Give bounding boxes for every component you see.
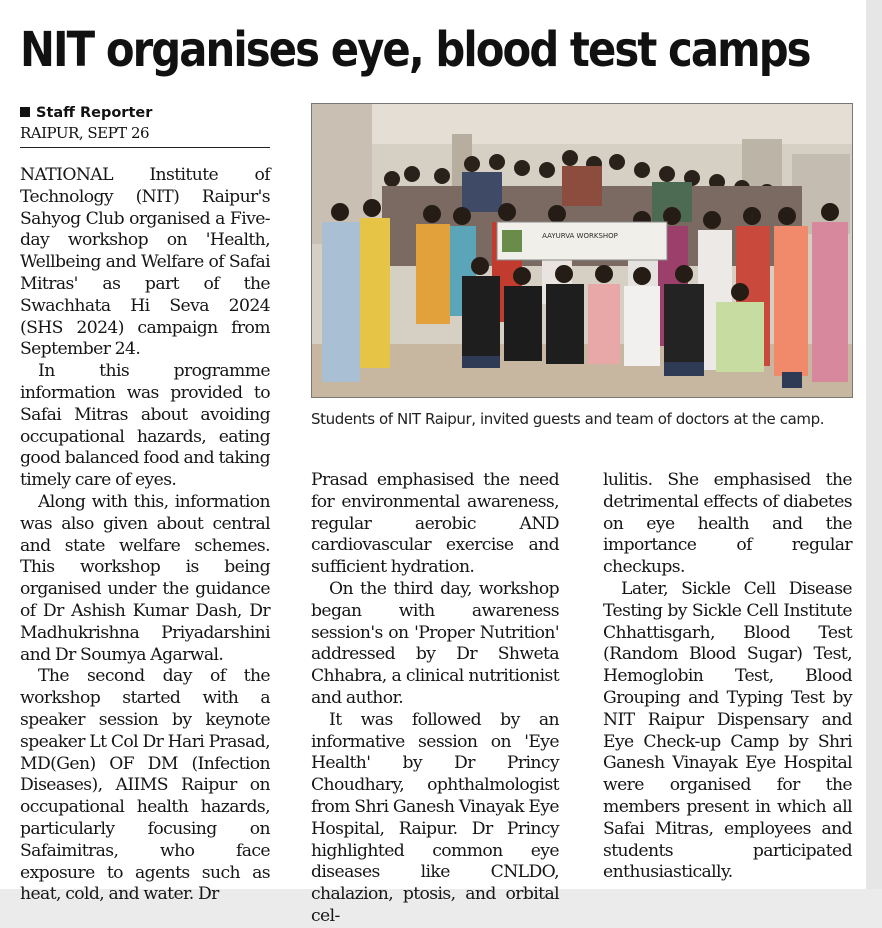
banner-text: AAYURVA WORKSHOP	[542, 232, 618, 240]
headline: NIT organises eye, blood test camps	[20, 22, 810, 78]
paragraph: On the third day, workshop began with awareness session's on 'Proper Nutrition' addressed by Dr Shweta Chhabra, a clinical nutritionist and author.	[311, 578, 559, 708]
byline	[20, 104, 270, 122]
paragraph: Prasad emphasised the need for environmental awareness, regular aerobic AND cardiovascular exercise and sufficient hydration.	[311, 470, 559, 578]
group-photo	[311, 103, 853, 398]
article-column-3	[603, 470, 852, 884]
paragraph: Later, Sickle Cell Disease Testing by Sickle Cell Institute Chhattisgarh, Blood Test (Random Blood Sugar) Test, Hemoglobin Test, Blood Grouping and Typing Test by NIT Raipur Dispensary and Eye Check-up Camp by Shri Ganesh Vinayak Eye Hospital were organised for the members present in which all Safai Mitras, employees and students participated enthusiastically.	[603, 578, 852, 883]
paragraph: Along with this, information was also given about central and state welfare schemes. This workshop is being organised under the guidance of Dr Ashish Kumar Dash, Dr Madhukrishna Priyadarshini and Dr Soumya Agarwal.	[20, 491, 270, 665]
dateline: RAIPUR, SEPT 26	[20, 124, 150, 142]
paragraph: NATIONAL Institute of Technology (NIT) Raipur's Sahyog Club organised a Five-day workshop on 'Health, Wellbeing and Welfare of Safai Mitras' as part of the Swachhata Hi Seva 2024 (SHS 2024) campaign from September 24.	[20, 165, 270, 360]
photo-caption: Students of NIT Raipur, invited guests and team of doctors at the camp.	[311, 410, 825, 428]
article-column-2	[311, 470, 559, 928]
paragraph: lulitis. She emphasised the detrimental effects of diabetes on eye health and the importance of regular checkups.	[603, 470, 852, 578]
square-bullet-icon	[20, 107, 30, 117]
group-photo-illustration	[312, 104, 852, 397]
paragraph: In this programme information was provided to Safai Mitras about avoiding occupational hazards, eating good balanced food and taking timely care of eyes.	[20, 361, 270, 491]
paragraph: The second day of the workshop started with a speaker session by keynote speaker Lt Col Dr Hari Prasad, MD(Gen) OF DM (Infection Diseases), AIIMS Raipur on occupational health hazards, particularly focusing on Safaimitras, who face exposure to agents such as heat, cold, and water. Dr	[20, 666, 270, 905]
byline-text: Staff Reporter	[36, 105, 153, 121]
article-column-1	[20, 165, 270, 906]
byline-divider	[20, 147, 270, 148]
paragraph: It was followed by an informative session on 'Eye Health' by Dr Princy Choudhary, ophthalmologist from Shri Ganesh Vinayak Eye Hospital, Raipur. Dr Princy highlighted common eye diseases like CNLDO, chalazion, ptosis, and orbital cel-	[311, 709, 559, 926]
page-edge	[866, 0, 882, 889]
